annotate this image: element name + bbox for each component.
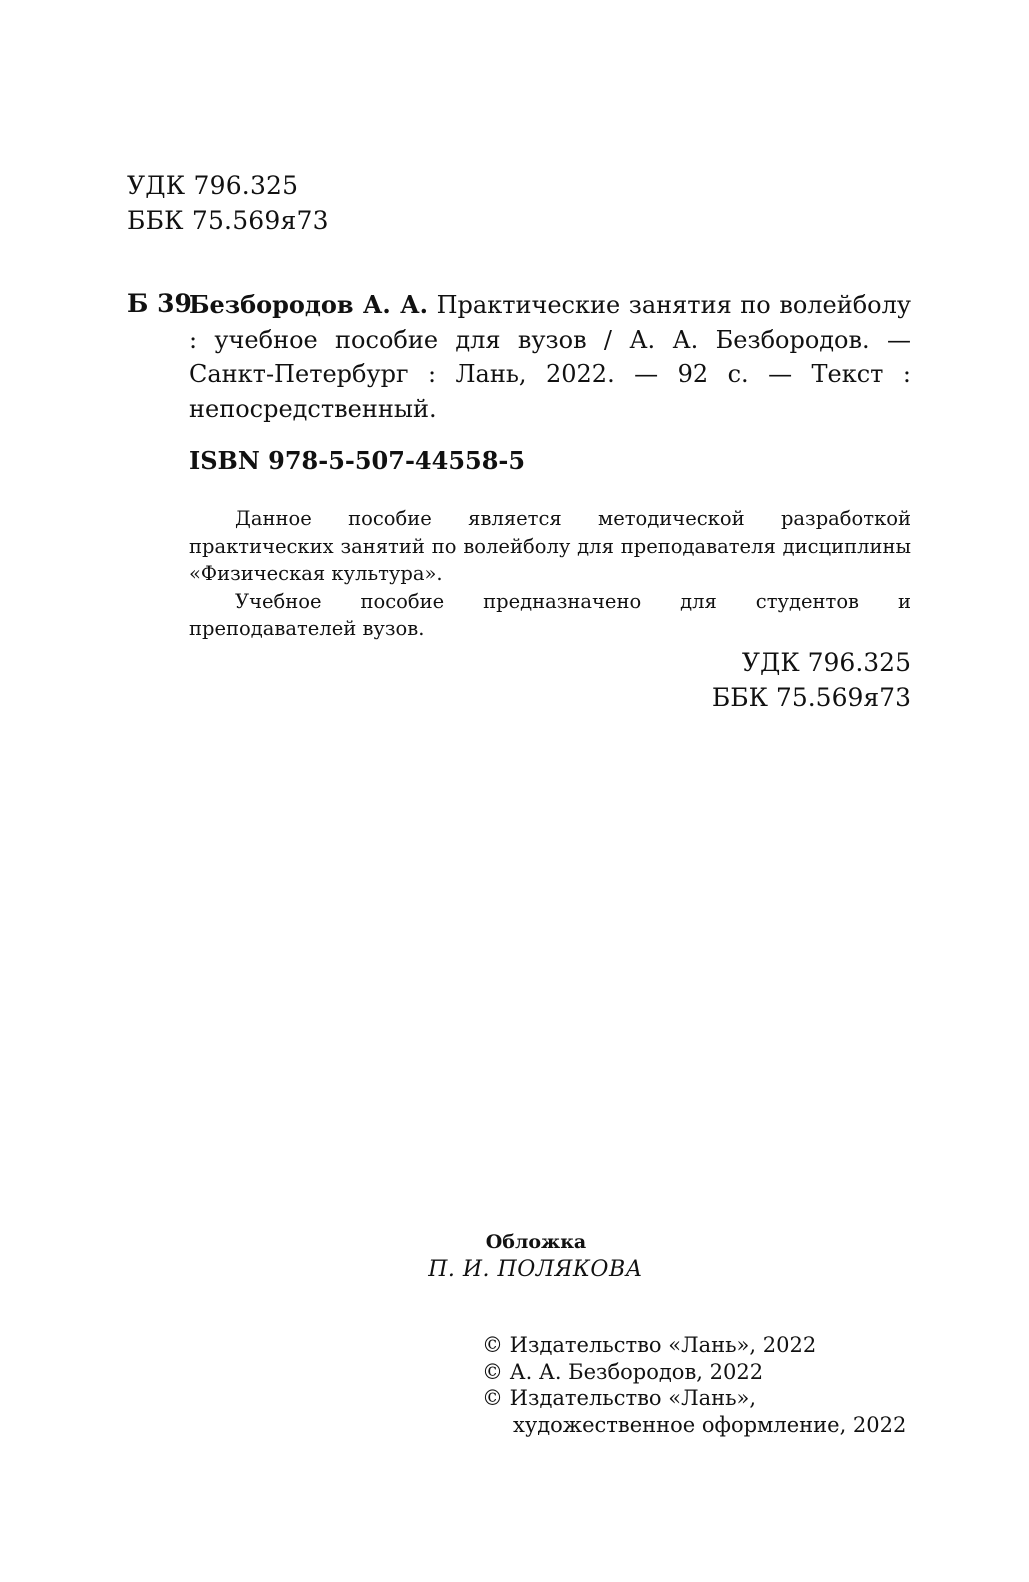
bibliographic-entry [189, 288, 911, 426]
isbn: ISBN 978-5-507-44558-5 [189, 446, 526, 475]
cover-credit-label: Обложка [485, 1231, 587, 1253]
author-mark: Б 39 [127, 289, 192, 318]
copyright-notices [482, 1332, 906, 1438]
abstract-paragraph-1: Данное пособие является методической разработкой практических занятий по волейболу для преподавателя дисциплины «Физическая культура». [189, 507, 911, 585]
copyright-publisher: © Издательство «Лань», 2022 [482, 1333, 817, 1357]
abstract-paragraph-2: Учебное пособие предназначено для студентов и преподавателей вузов. [189, 589, 911, 640]
bbk-code-top: ББК 75.569я73 [127, 206, 329, 235]
udk-code-top: УДК 796.325 [127, 171, 299, 200]
abstract [189, 505, 911, 643]
copyright-design-note: художественное оформление, 2022 [513, 1412, 907, 1437]
cover-credit-name: П. И. ПОЛЯКОВА [428, 1257, 643, 1282]
bbk-code-bottom: ББК 75.569я73 [711, 683, 911, 712]
entry-description: Практические занятия по волейболу : учебное пособие для вузов / А. А. Безбородов. — Санкт-Петербург : Лань, 2022. — 92 с. — Текст : непосредственный. [189, 291, 911, 423]
copyright-author: © А. А. Безбородов, 2022 [482, 1359, 764, 1384]
udk-code-bottom: УДК 796.325 [741, 648, 911, 677]
entry-author: Безбородов А. А. [189, 290, 428, 319]
copyright-design-publisher: © Издательство «Лань», [482, 1386, 757, 1410]
